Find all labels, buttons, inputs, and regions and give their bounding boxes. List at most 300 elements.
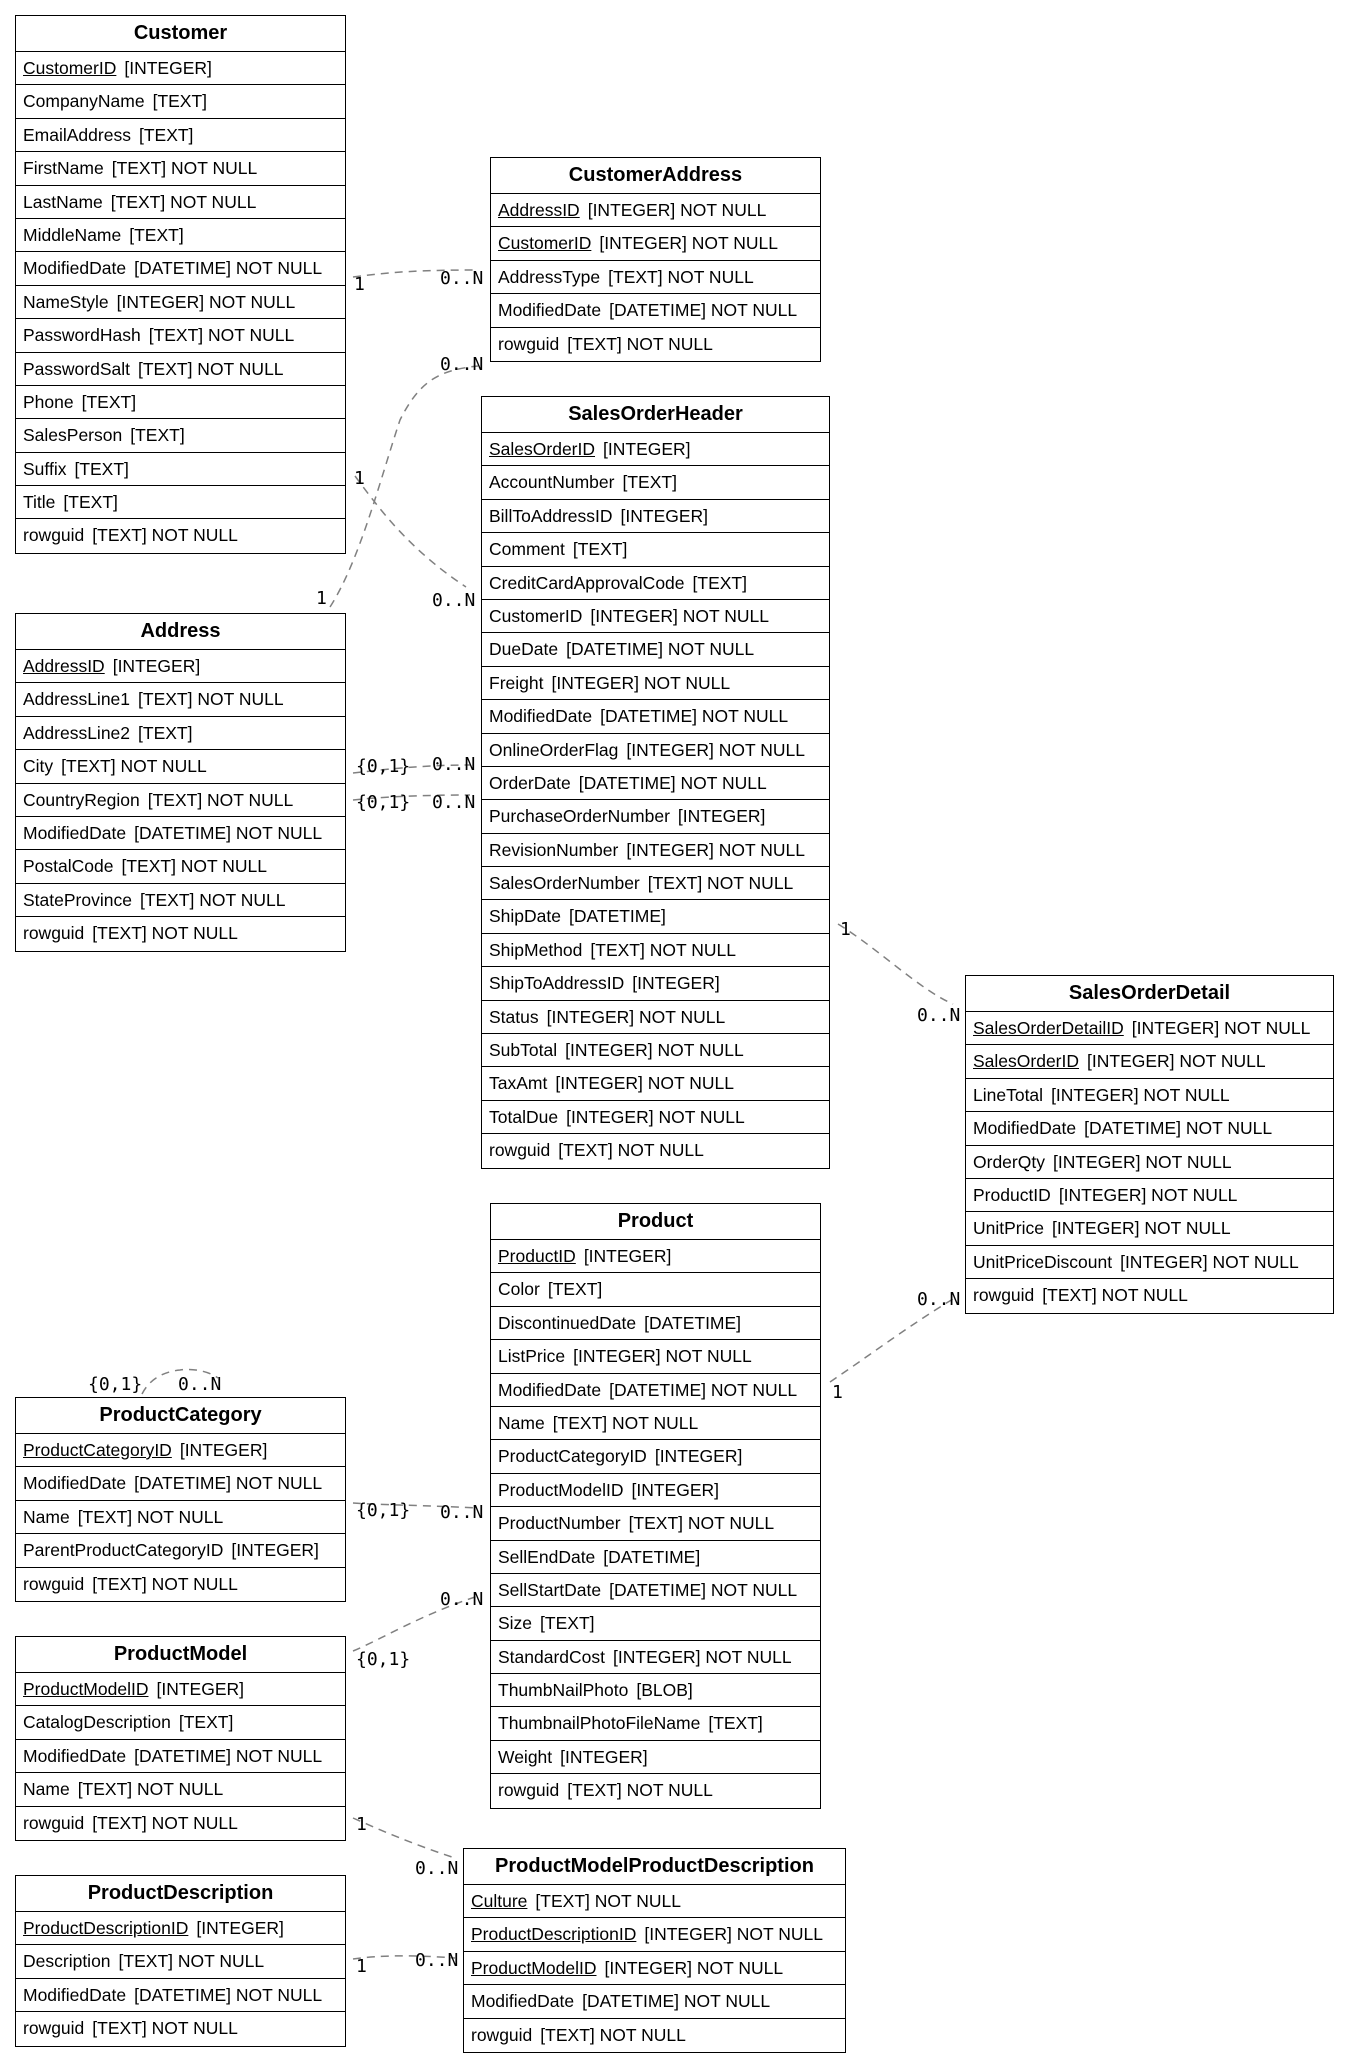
entity-customer[interactable] — [15, 15, 346, 554]
field-type: [TEXT] NOT NULL — [121, 856, 268, 877]
field-type: [INTEGER] — [231, 1540, 319, 1561]
cardinality-label-to: 0..N — [415, 1858, 459, 1879]
field-name: UnitPrice — [973, 1218, 1044, 1239]
entity-field-row — [16, 152, 345, 185]
entity-sales-order-detail[interactable] — [965, 975, 1334, 1314]
entity-field-row — [16, 486, 345, 519]
cardinality-label-to: 0..N — [440, 354, 484, 375]
field-name: ProductID — [973, 1184, 1051, 1205]
field-type: [TEXT] NOT NULL — [61, 756, 207, 777]
entity-field-row — [464, 1918, 845, 1951]
field-name: Color — [498, 1279, 540, 1300]
entity-field-row — [16, 1534, 345, 1567]
entity-field-row — [966, 1212, 1333, 1245]
field-type: [INTEGER] — [631, 1479, 719, 1500]
entity-field-row — [482, 667, 829, 700]
field-type: [TEXT] — [572, 539, 628, 560]
field-type: [TEXT] NOT NULL — [147, 789, 294, 810]
field-name: AddressLine2 — [23, 722, 131, 743]
field-name: ListPrice — [498, 1346, 566, 1367]
field-type: [TEXT] — [129, 224, 184, 245]
field-type: [INTEGER] — [603, 439, 691, 459]
entity-field-row — [16, 1807, 345, 1840]
field-name: SubTotal — [489, 1040, 558, 1061]
entity-field-row — [491, 1440, 820, 1473]
entity-field-row — [16, 186, 345, 219]
field-type: [INTEGER] — [124, 58, 212, 78]
field-type: [INTEGER] NOT NULL — [1052, 1218, 1231, 1239]
entity-title: Product — [491, 1204, 820, 1240]
primary-key-name: SalesOrderID — [973, 1051, 1080, 1072]
field-type: [INTEGER] — [179, 1440, 268, 1460]
field-type: [TEXT] NOT NULL — [139, 889, 286, 910]
entity-address[interactable] — [15, 613, 346, 952]
entity-field-row — [491, 1340, 820, 1373]
field-name: SalesOrderNumber — [489, 873, 640, 894]
field-type: [DATETIME] NOT NULL — [134, 258, 323, 279]
field-type: [INTEGER] NOT NULL — [590, 605, 769, 626]
cardinality-label-to: 0..N — [440, 1589, 484, 1610]
cardinality-label-from: {0,1} — [356, 1500, 411, 1521]
field-type: [TEXT] NOT NULL — [535, 1891, 681, 1911]
field-name: CatalogDescription — [23, 1712, 171, 1733]
field-type: [INTEGER] NOT NULL — [551, 672, 731, 693]
entity-field-row — [966, 1279, 1333, 1312]
field-type: [TEXT] NOT NULL — [1042, 1285, 1188, 1306]
field-name: CompanyName — [23, 91, 145, 112]
entity-field-row — [16, 1706, 345, 1739]
entity-field-row — [16, 1568, 345, 1601]
field-type: [INTEGER] NOT NULL — [626, 839, 805, 860]
cardinality-label-to: 0..N — [917, 1289, 961, 1310]
cardinality-label-to: 0..N — [432, 590, 476, 611]
cardinality-label-to: 0..N — [432, 754, 476, 775]
entity-field-row — [482, 500, 829, 533]
cardinality-label-from: 1 — [354, 274, 365, 295]
entity-field-row — [491, 227, 820, 260]
field-name: FirstName — [23, 158, 104, 179]
field-type: [TEXT] NOT NULL — [558, 1140, 704, 1161]
entity-field-row — [16, 884, 345, 917]
field-type: [DATETIME] NOT NULL — [609, 1579, 798, 1600]
field-name: OrderQty — [973, 1151, 1045, 1172]
entity-field-row — [16, 85, 345, 118]
field-type: [TEXT] — [540, 1613, 595, 1634]
field-name: rowguid — [23, 2018, 85, 2039]
field-type: [DATETIME] NOT NULL — [578, 772, 767, 793]
entity-field-row — [16, 917, 345, 950]
cardinality-label-to: 0..N — [440, 268, 484, 289]
cardinality-label-from: {0,1} — [356, 756, 411, 777]
field-name: DueDate — [489, 639, 559, 660]
entity-field-row — [464, 1952, 845, 1985]
entity-field-row — [16, 519, 345, 552]
field-type: [DATETIME] NOT NULL — [600, 706, 789, 727]
entity-field-row — [16, 453, 345, 486]
field-type: [INTEGER] — [583, 1246, 672, 1266]
field-type: [DATETIME] NOT NULL — [566, 639, 755, 660]
field-name: ModifiedDate — [23, 1984, 127, 2005]
entity-field-row — [16, 1773, 345, 1806]
field-name: OrderDate — [489, 772, 571, 793]
field-name: Comment — [489, 539, 565, 560]
entity-field-row — [16, 784, 345, 817]
field-type: [TEXT] — [547, 1279, 603, 1300]
field-type: [TEXT] — [708, 1713, 763, 1734]
field-name: EmailAddress — [23, 124, 131, 145]
field-name: Description — [23, 1951, 111, 1972]
entity-field-row — [966, 1079, 1333, 1112]
field-name: Suffix — [23, 458, 67, 479]
field-name: StateProvince — [23, 889, 132, 910]
field-type: [TEXT] — [138, 124, 194, 145]
primary-key-name: AddressID — [23, 656, 105, 676]
field-type: [INTEGER] — [654, 1446, 743, 1467]
primary-key-name: ProductDescriptionID — [23, 1918, 189, 1938]
entity-field-row — [482, 1101, 829, 1134]
entity-field-row — [491, 1674, 820, 1707]
field-name: ParentProductCategoryID — [23, 1540, 224, 1561]
entity-customer-address[interactable] — [490, 157, 821, 362]
primary-key-name: ProductModelID — [23, 1679, 149, 1699]
entity-field-row — [482, 1001, 829, 1034]
field-name: UnitPriceDiscount — [973, 1251, 1113, 1272]
primary-key-name: AddressID — [498, 200, 580, 220]
field-name: CustomerID — [489, 605, 583, 626]
field-type: [TEXT] NOT NULL — [92, 2018, 238, 2039]
field-type: [TEXT] NOT NULL — [92, 923, 238, 944]
entity-field-row — [464, 2019, 845, 2052]
cardinality-label-from: 1 — [356, 1814, 367, 1835]
field-type: [DATETIME] — [603, 1546, 701, 1567]
field-type: [INTEGER] — [156, 1679, 244, 1699]
field-name: ModifiedDate — [23, 258, 127, 279]
entity-field-row — [16, 319, 345, 352]
entity-field-row — [482, 1134, 829, 1167]
entity-field-row — [482, 1034, 829, 1067]
field-name: AccountNumber — [489, 472, 615, 493]
field-name: MiddleName — [23, 224, 122, 245]
field-type: [TEXT] — [63, 492, 118, 513]
field-type: [DATETIME] NOT NULL — [1084, 1118, 1273, 1139]
field-name: AddressType — [498, 266, 601, 287]
entity-field-row — [16, 817, 345, 850]
field-type: [INTEGER] — [112, 656, 201, 676]
field-type: [TEXT] NOT NULL — [138, 689, 284, 710]
field-name: AddressLine1 — [23, 689, 131, 710]
entity-field-row — [966, 1012, 1333, 1045]
field-name: PasswordSalt — [23, 358, 130, 379]
entity-field-row — [491, 1507, 820, 1540]
field-type: [TEXT] NOT NULL — [92, 525, 238, 546]
field-name: TotalDue — [489, 1106, 559, 1127]
field-name: NameStyle — [23, 291, 109, 312]
field-type: [INTEGER] — [677, 806, 766, 827]
field-name: ProductNumber — [498, 1513, 621, 1534]
entity-field-row — [482, 633, 829, 666]
entity-field-row — [482, 433, 829, 466]
primary-key-name: ProductDescriptionID — [471, 1924, 637, 1945]
field-type: [TEXT] — [130, 425, 185, 446]
entity-field-row — [482, 700, 829, 733]
entity-field-row — [16, 52, 345, 85]
entity-field-row — [491, 1374, 820, 1407]
entity-title: CustomerAddress — [491, 158, 820, 194]
field-type: [TEXT] NOT NULL — [148, 325, 295, 346]
entity-title: ProductDescription — [16, 1876, 345, 1912]
field-type: [INTEGER] NOT NULL — [1120, 1251, 1299, 1272]
primary-key-name: ProductID — [498, 1246, 576, 1266]
field-name: LastName — [23, 191, 103, 212]
entity-title: ProductCategory — [16, 1398, 345, 1434]
field-type: [INTEGER] NOT NULL — [1087, 1051, 1266, 1072]
field-type: [INTEGER] NOT NULL — [626, 739, 805, 760]
entity-field-row — [491, 1707, 820, 1740]
field-type: [INTEGER] NOT NULL — [565, 1040, 744, 1061]
field-type: [DATETIME] NOT NULL — [609, 300, 798, 321]
entity-field-row — [464, 1985, 845, 2018]
entity-field-row — [482, 800, 829, 833]
field-type: [INTEGER] NOT NULL — [566, 1106, 745, 1127]
field-name: Title — [23, 492, 56, 513]
field-type: [TEXT] NOT NULL — [552, 1412, 699, 1433]
entity-field-row — [966, 1146, 1333, 1179]
field-name: rowguid — [973, 1285, 1035, 1306]
field-name: Freight — [489, 672, 544, 693]
entity-title: Address — [16, 614, 345, 650]
entity-product-model[interactable] — [15, 1636, 346, 1841]
field-type: [TEXT] NOT NULL — [138, 358, 284, 379]
field-name: ThumbnailPhotoFileName — [498, 1713, 701, 1734]
field-type: [INTEGER] NOT NULL — [1052, 1151, 1232, 1172]
primary-key-name: ProductCategoryID — [23, 1440, 172, 1460]
primary-key-name: CustomerID — [23, 58, 117, 78]
entity-field-row — [491, 1307, 820, 1340]
field-type: [DATETIME] NOT NULL — [134, 1745, 323, 1766]
field-type: [TEXT] — [622, 472, 677, 493]
entity-field-row — [16, 650, 345, 683]
field-type: [TEXT] — [74, 458, 129, 479]
field-name: Name — [23, 1506, 70, 1527]
field-name: LineTotal — [973, 1084, 1044, 1105]
field-type: [DATETIME] — [644, 1312, 742, 1333]
field-name: BillToAddressID — [489, 505, 613, 526]
cardinality-label-from: {0,1} — [356, 1649, 411, 1670]
field-name: ThumbNailPhoto — [498, 1680, 629, 1701]
field-type: [TEXT] NOT NULL — [77, 1506, 224, 1527]
entity-title: SalesOrderDetail — [966, 976, 1333, 1012]
entity-field-row — [482, 567, 829, 600]
entity-sales-order-header[interactable] — [481, 396, 830, 1169]
field-name: ProductCategoryID — [498, 1446, 647, 1467]
entity-product[interactable] — [490, 1203, 821, 1809]
entity-field-row — [482, 834, 829, 867]
field-type: [TEXT] NOT NULL — [110, 191, 257, 212]
field-type: [TEXT] NOT NULL — [92, 1812, 238, 1833]
field-type: [DATETIME] NOT NULL — [609, 1379, 798, 1400]
entity-field-row — [482, 900, 829, 933]
entity-field-row — [491, 294, 820, 327]
field-type: [INTEGER] — [620, 505, 709, 526]
entity-field-row — [16, 286, 345, 319]
field-name: rowguid — [498, 333, 560, 354]
field-name: ModifiedDate — [23, 822, 127, 843]
primary-key-name: SalesOrderDetailID — [973, 1018, 1124, 1038]
entity-product-model-product-description[interactable] — [463, 1848, 846, 2053]
field-name: SalesPerson — [23, 425, 123, 446]
cardinality-label-from: {0,1} — [88, 1374, 143, 1395]
cardinality-label-from: 1 — [316, 588, 327, 609]
field-type: [DATETIME] — [569, 906, 666, 927]
field-name: rowguid — [23, 525, 85, 546]
field-name: ModifiedDate — [489, 706, 593, 727]
primary-key-name: CustomerID — [498, 233, 592, 254]
entity-field-row — [16, 1740, 345, 1773]
field-type: [TEXT] — [152, 91, 208, 112]
entity-title: Customer — [16, 16, 345, 52]
entity-field-row — [491, 328, 820, 361]
entity-field-row — [491, 1574, 820, 1607]
field-type: [TEXT] NOT NULL — [590, 939, 736, 960]
field-type: [INTEGER] NOT NULL — [546, 1006, 726, 1027]
entity-field-row — [482, 466, 829, 499]
field-name: ShipDate — [489, 906, 561, 927]
field-name: Status — [489, 1006, 539, 1027]
field-type: [TEXT] NOT NULL — [118, 1951, 265, 1972]
field-name: TaxAmt — [489, 1073, 548, 1094]
field-type: [DATETIME] NOT NULL — [134, 1473, 323, 1494]
entity-field-row — [16, 119, 345, 152]
field-type: [TEXT] — [138, 722, 193, 743]
field-type: [INTEGER] NOT NULL — [599, 233, 778, 254]
field-name: Phone — [23, 391, 74, 412]
field-type: [TEXT] — [81, 391, 137, 412]
field-type: [INTEGER] NOT NULL — [1058, 1184, 1238, 1205]
cardinality-label-from: 1 — [354, 468, 365, 489]
field-name: ModifiedDate — [23, 1473, 127, 1494]
field-name: rowguid — [23, 923, 85, 944]
field-type: [INTEGER] — [632, 973, 720, 994]
entity-field-row — [16, 1979, 345, 2012]
entity-field-row — [482, 934, 829, 967]
entity-field-row — [482, 600, 829, 633]
field-type: [TEXT] NOT NULL — [608, 266, 754, 287]
entity-field-row — [16, 353, 345, 386]
entity-field-row — [464, 1885, 845, 1918]
field-name: Size — [498, 1613, 533, 1634]
field-type: [INTEGER] NOT NULL — [604, 1957, 784, 1978]
entity-field-row — [491, 1240, 820, 1273]
entity-field-row — [16, 1673, 345, 1706]
field-type: [INTEGER] — [196, 1918, 284, 1938]
primary-key-name: SalesOrderID — [489, 439, 596, 459]
field-type: [INTEGER] NOT NULL — [587, 200, 767, 220]
field-type: [TEXT] NOT NULL — [647, 873, 794, 894]
entity-field-row — [491, 1474, 820, 1507]
field-name: SellStartDate — [498, 1579, 602, 1600]
entity-product-description[interactable] — [15, 1875, 346, 2047]
field-type: [INTEGER] NOT NULL — [644, 1924, 823, 1945]
field-name: ModifiedDate — [471, 1991, 575, 2012]
entity-field-row — [16, 2012, 345, 2045]
entity-field-row — [491, 1774, 820, 1807]
field-name: ModifiedDate — [498, 1379, 602, 1400]
field-name: DiscontinuedDate — [498, 1312, 637, 1333]
entity-field-row — [16, 219, 345, 252]
entity-field-row — [16, 717, 345, 750]
entity-field-row — [16, 419, 345, 452]
field-type: [BLOB] — [636, 1680, 693, 1701]
entity-field-row — [482, 967, 829, 1000]
cardinality-label-from: 1 — [840, 919, 851, 940]
field-type: [DATETIME] NOT NULL — [582, 1991, 771, 2012]
field-type: [TEXT] NOT NULL — [567, 1780, 713, 1801]
entity-product-category[interactable] — [15, 1397, 346, 1602]
cardinality-label-from: 1 — [832, 1382, 843, 1403]
field-name: Name — [23, 1779, 70, 1800]
field-name: rowguid — [498, 1780, 560, 1801]
primary-key-name: Culture — [471, 1891, 528, 1911]
entity-field-row — [491, 1641, 820, 1674]
field-name: ProductModelID — [498, 1479, 624, 1500]
field-type: [INTEGER] NOT NULL — [1131, 1018, 1311, 1038]
field-name: PurchaseOrderNumber — [489, 806, 670, 827]
entity-field-row — [966, 1112, 1333, 1145]
entity-field-row — [16, 252, 345, 285]
field-name: ModifiedDate — [498, 300, 602, 321]
entity-field-row — [482, 734, 829, 767]
entity-field-row — [491, 1741, 820, 1774]
entity-field-row — [16, 750, 345, 783]
field-name: CountryRegion — [23, 789, 140, 810]
field-type: [TEXT] NOT NULL — [628, 1513, 775, 1534]
entity-field-row — [16, 850, 345, 883]
field-type: [INTEGER] NOT NULL — [613, 1646, 792, 1667]
field-type: [INTEGER] NOT NULL — [573, 1346, 752, 1367]
cardinality-label-to: 0..N — [178, 1374, 222, 1395]
entity-field-row — [16, 1945, 345, 1978]
entity-field-row — [966, 1045, 1333, 1078]
entity-field-row — [491, 194, 820, 227]
field-name: StandardCost — [498, 1646, 606, 1667]
cardinality-label-to: 0..N — [917, 1005, 961, 1026]
entity-title: ProductModelProductDescription — [464, 1849, 845, 1885]
entity-field-row — [482, 867, 829, 900]
entity-title: SalesOrderHeader — [482, 397, 829, 433]
field-type: [INTEGER] NOT NULL — [1051, 1084, 1230, 1105]
field-name: ShipMethod — [489, 939, 583, 960]
cardinality-label-to: 0..N — [432, 792, 476, 813]
entity-field-row — [16, 386, 345, 419]
entity-field-row — [16, 683, 345, 716]
entity-field-row — [482, 533, 829, 566]
entity-field-row — [16, 1467, 345, 1500]
field-type: [TEXT] NOT NULL — [111, 158, 258, 179]
field-name: rowguid — [23, 1812, 85, 1833]
primary-key-name: ProductModelID — [471, 1957, 597, 1978]
field-name: CreditCardApprovalCode — [489, 572, 685, 593]
entity-field-row — [966, 1179, 1333, 1212]
entity-field-row — [482, 1067, 829, 1100]
field-name: rowguid — [23, 1573, 85, 1594]
field-name: Weight — [498, 1746, 553, 1767]
field-type: [DATETIME] NOT NULL — [134, 1984, 323, 2005]
field-type: [INTEGER] — [560, 1746, 648, 1767]
cardinality-label-from: {0,1} — [356, 792, 411, 813]
field-name: PostalCode — [23, 856, 114, 877]
entity-field-row — [491, 1541, 820, 1574]
field-name: RevisionNumber — [489, 839, 619, 860]
